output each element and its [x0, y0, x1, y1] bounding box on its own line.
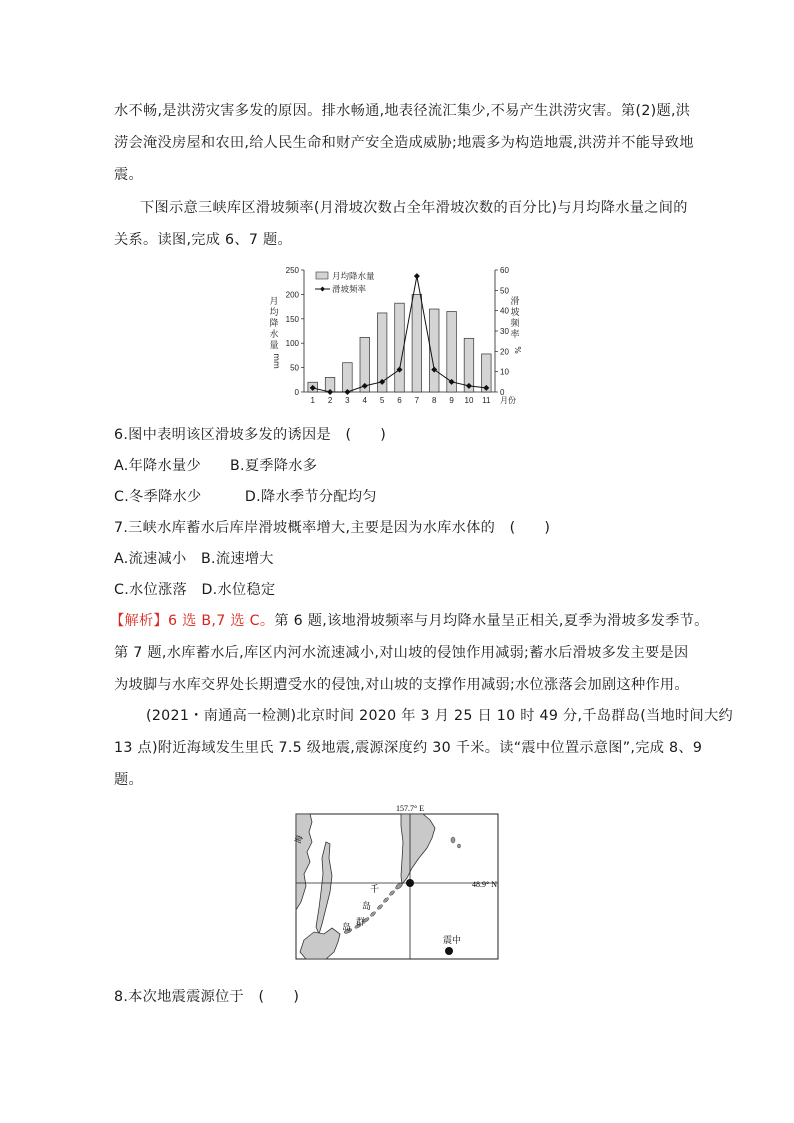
kuril-label-2: 岛	[362, 902, 372, 912]
question-7-stem: 7.三峡水库蓄水后库岸滑坡概率增大,主要是因为水库水体的 ( )	[114, 520, 551, 536]
longitude-label: 157.7° E	[396, 804, 425, 813]
legend-bar-label: 月均降水量	[332, 272, 375, 282]
analysis-text: 第 6 题,该地滑坡频率与月均降水量呈正相关,夏季为滑坡多发季节。	[274, 613, 709, 629]
left-axis-label-char: 月	[269, 297, 279, 307]
landslide-frequency-point	[414, 273, 420, 279]
paragraph-line: 涝会淹没房屋和农田,给人民生命和财产安全造成威胁;地震多为构造地震,洪涝并不能导致地	[114, 135, 694, 151]
intro-line: 关系。读图,完成 6、7 题。	[114, 232, 292, 248]
paragraph-line: 水不畅,是洪涝灾害多发的原因。排水畅通,地表径流汇集少,不易产生洪涝灾害。第(2)题,洪	[114, 103, 691, 119]
commander-island	[451, 837, 455, 843]
right-tick-label: 10	[500, 367, 509, 377]
right-tick-label: 0	[500, 388, 505, 397]
x-tick-label: 1	[310, 396, 315, 405]
paragraph-line: 震。	[114, 167, 143, 183]
kuril-label-4: 岛	[342, 923, 352, 933]
right-axis-label-char: 频	[510, 319, 520, 329]
kuril-label-1: 千	[370, 885, 380, 895]
commander-island	[458, 844, 461, 848]
x-tick-label: 5	[379, 396, 385, 405]
right-tick-label: 50	[500, 286, 509, 296]
question-7-options-cd: C.水位涨落 D.水位稳定	[114, 582, 276, 598]
passage-line: 13 点)附近海域发生里氏 7.5 级地震,震源深度约 30 千米。读“震中位置示意图”,完成 8、9	[114, 740, 703, 756]
x-tick-label: 7	[414, 396, 420, 405]
right-tick-label: 20	[500, 347, 509, 357]
passage-line: 题。	[114, 772, 143, 788]
analysis-label: 【解析】	[110, 613, 168, 629]
epicenter-map	[288, 800, 518, 965]
precipitation-bar	[412, 294, 422, 392]
precipitation-bar	[395, 303, 405, 392]
left-tick-label: 200	[285, 290, 299, 300]
legend-line-label: 滑坡频率	[332, 285, 367, 295]
question-6-options-ab: A.年降水量少 B.夏季降水多	[114, 458, 318, 474]
question-7-options-ab: A.流速减小 B.流速增大	[114, 551, 274, 567]
analysis-answer: 6 选 B,7 选 C。	[167, 613, 275, 629]
left-tick-label: 0	[294, 388, 299, 397]
epicenter-marker	[445, 947, 453, 955]
landslide-precipitation-chart	[262, 262, 532, 410]
right-axis-label-char: 坡	[510, 308, 520, 318]
left-tick-label: 150	[285, 314, 299, 324]
legend-line-marker	[320, 287, 325, 292]
left-axis-unit: mm	[272, 353, 281, 369]
x-tick-label: 2	[327, 396, 333, 405]
sakhalin-island	[316, 842, 332, 934]
x-tick-label: 8	[432, 396, 437, 405]
left-axis-label-char: 水	[269, 330, 279, 340]
legend-bar-swatch	[316, 272, 328, 279]
right-axis-label-char: 率	[510, 330, 520, 340]
analysis-line: 第 7 题,水库蓄水后,库区内河水流速减小,对山坡的侵蚀作用减弱;蓄水后滑坡多发主要是因	[114, 645, 689, 661]
analysis-line	[110, 611, 709, 631]
left-tick-label: 50	[290, 363, 299, 373]
x-tick-label: 11	[482, 396, 491, 405]
x-tick-label: 6	[397, 396, 402, 405]
left-axis-label-char: 均	[269, 308, 279, 318]
passage-line: (2021・南通高一检测)北京时间 2020 年 3 月 25 日 10 时 49 分,千岛群岛(当地时间大约	[146, 708, 733, 724]
x-tick-label: 10	[464, 396, 474, 405]
question-6-stem: 6.图中表明该区滑坡多发的诱因是 ( )	[114, 427, 387, 443]
x-axis-label: 月份	[500, 396, 516, 405]
kamchatka-landmass	[401, 814, 435, 884]
x-tick-label: 4	[362, 396, 367, 405]
question-8-stem: 8.本次地震震源位于 ( )	[114, 989, 300, 1005]
latitude-label: 48.9° N	[472, 880, 497, 889]
right-tick-label: 30	[500, 327, 509, 336]
mainland-coast	[296, 814, 312, 910]
right-tick-label: 40	[500, 306, 509, 316]
left-tick-label: 100	[285, 339, 299, 349]
left-axis-label-char: 量	[269, 341, 279, 351]
right-axis-unit: %	[513, 346, 522, 354]
left-axis-label-char: 降	[269, 319, 279, 329]
grid-intersection-dot	[406, 879, 414, 887]
x-tick-label: 3	[345, 396, 350, 405]
sea-label: 海	[293, 834, 305, 845]
right-tick-label: 60	[500, 266, 509, 275]
precipitation-bar	[343, 363, 353, 392]
left-tick-label: 250	[285, 266, 299, 275]
intro-line: 下图示意三峡库区滑坡频率(月滑坡次数占全年滑坡次数的百分比)与月均降水量之间的	[140, 200, 688, 216]
epicenter-label: 震中	[443, 936, 462, 946]
x-tick-label: 9	[449, 396, 454, 405]
analysis-line: 为坡脚与水库交界处长期遭受水的侵蚀,对山坡的支撑作用减弱;水位涨落会加剧这种作用。	[114, 677, 689, 693]
hokkaido-island	[300, 928, 340, 959]
kuril-label-3: 群	[356, 918, 366, 928]
right-axis-label-char: 滑	[510, 297, 520, 307]
question-6-options-cd: C.冬季降水少 D.降水季节分配均匀	[114, 489, 377, 505]
